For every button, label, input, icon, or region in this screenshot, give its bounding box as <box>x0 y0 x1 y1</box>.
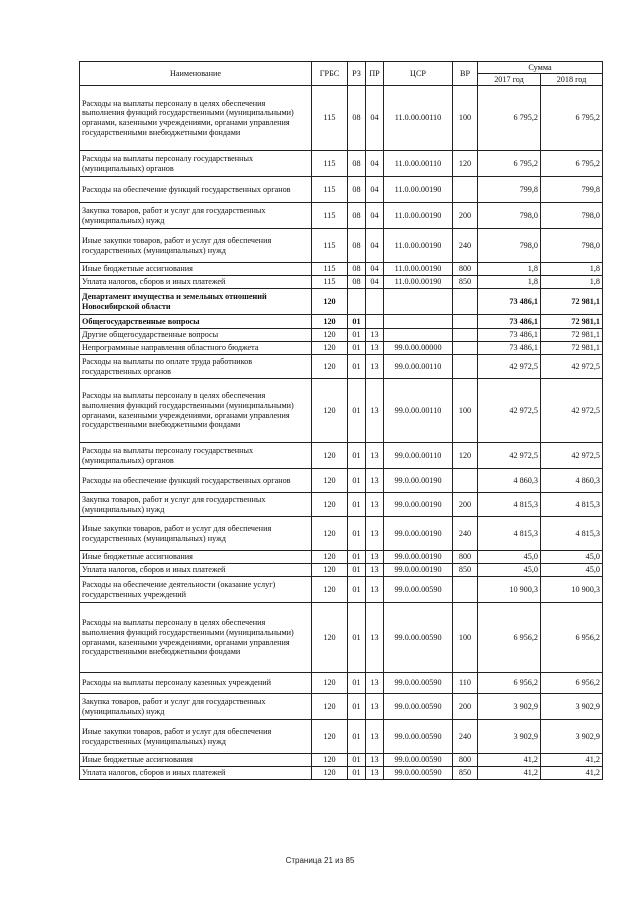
table-cell-2018: 72 981,1 <box>541 289 603 315</box>
table-row <box>80 342 603 355</box>
table-cell-2018: 42 972,5 <box>541 443 603 469</box>
table-cell-rz: 08 <box>348 86 366 151</box>
table-cell-csr: 99.0.00.00590 <box>384 603 453 673</box>
table-row <box>80 315 603 329</box>
table-cell-grbs: 120 <box>312 720 348 754</box>
table-cell-2017: 10 900,3 <box>478 577 541 603</box>
table-cell-rz: 01 <box>348 551 366 564</box>
table-cell-pr: 13 <box>366 493 384 517</box>
table-cell-vr: 800 <box>453 551 478 564</box>
table-cell-pr: 04 <box>366 177 384 203</box>
table-cell-csr: 99.0.00.00590 <box>384 720 453 754</box>
table-cell-2017: 73 486,1 <box>478 315 541 329</box>
table-cell-2018: 72 981,1 <box>541 315 603 329</box>
table-cell-csr: 99.0.00.00190 <box>384 493 453 517</box>
table-row <box>80 229 603 263</box>
table-cell-name: Иные бюджетные ассигнования <box>80 263 312 276</box>
table-cell-2018: 42 972,5 <box>541 379 603 443</box>
table-cell-2018: 3 902,9 <box>541 720 603 754</box>
table-row <box>80 551 603 564</box>
table-row <box>80 577 603 603</box>
table-cell-2017: 798,0 <box>478 229 541 263</box>
table-cell-grbs: 120 <box>312 673 348 694</box>
table-cell-vr: 800 <box>453 754 478 767</box>
table-row <box>80 329 603 342</box>
table-cell-rz: 01 <box>348 577 366 603</box>
table-cell-pr: 04 <box>366 263 384 276</box>
table-cell-csr: 99.0.00.00590 <box>384 577 453 603</box>
table-cell-pr <box>366 315 384 329</box>
table-cell-grbs: 120 <box>312 603 348 673</box>
table-cell-rz: 01 <box>348 355 366 379</box>
table-row <box>80 443 603 469</box>
table-cell-pr: 04 <box>366 229 384 263</box>
header-name: Наименование <box>80 62 312 86</box>
table-cell-grbs: 120 <box>312 443 348 469</box>
table-cell-2018: 10 900,3 <box>541 577 603 603</box>
table-cell-rz: 08 <box>348 276 366 289</box>
table-cell-2018: 6 795,2 <box>541 151 603 177</box>
table-cell-rz: 01 <box>348 329 366 342</box>
table-cell-2018: 45,0 <box>541 564 603 577</box>
table-cell-grbs: 115 <box>312 263 348 276</box>
table-cell-csr: 11.0.00.00190 <box>384 229 453 263</box>
table-cell-2018: 6 795,2 <box>541 86 603 151</box>
table-cell-name: Уплата налогов, сборов и иных платежей <box>80 767 312 780</box>
table-cell-2018: 4 815,3 <box>541 493 603 517</box>
table-cell-2017: 41,2 <box>478 754 541 767</box>
table-cell-name: Иные закупки товаров, работ и услуг для обеспечения государственных (муниципальных) нужд <box>80 517 312 551</box>
table-cell-csr: 99.0.00.00110 <box>384 379 453 443</box>
header-2017: 2017 год <box>478 74 541 86</box>
table-row <box>80 151 603 177</box>
table-cell-2017: 42 972,5 <box>478 355 541 379</box>
table-cell-name: Общегосударственные вопросы <box>80 315 312 329</box>
table-cell-pr: 13 <box>366 767 384 780</box>
table-cell-rz: 01 <box>348 564 366 577</box>
table-cell-2018: 1,8 <box>541 263 603 276</box>
table-row <box>80 276 603 289</box>
table-cell-2018: 72 981,1 <box>541 329 603 342</box>
table-cell-csr: 99.0.00.00110 <box>384 355 453 379</box>
table-cell-rz: 01 <box>348 673 366 694</box>
table-cell-2017: 73 486,1 <box>478 329 541 342</box>
header-vr: ВР <box>453 62 478 86</box>
table-cell-csr: 11.0.00.00190 <box>384 177 453 203</box>
table-cell-vr: 120 <box>453 443 478 469</box>
table-cell-name: Расходы на обеспечение функций государственных органов <box>80 177 312 203</box>
table-cell-name: Расходы на выплаты персоналу государственных (муниципальных) органов <box>80 443 312 469</box>
table-cell-grbs: 120 <box>312 754 348 767</box>
table-cell-vr: 200 <box>453 203 478 229</box>
table-cell-vr: 100 <box>453 379 478 443</box>
table-cell-2018: 1,8 <box>541 276 603 289</box>
table-row <box>80 493 603 517</box>
table-cell-rz: 08 <box>348 263 366 276</box>
table-cell-2018: 72 981,1 <box>541 342 603 355</box>
table-cell-2017: 6 795,2 <box>478 86 541 151</box>
table-cell-pr: 13 <box>366 564 384 577</box>
table-cell-2018: 45,0 <box>541 551 603 564</box>
table-cell-2017: 1,8 <box>478 263 541 276</box>
table-cell-2017: 798,0 <box>478 203 541 229</box>
table-cell-rz: 01 <box>348 767 366 780</box>
table-cell-2018: 798,0 <box>541 229 603 263</box>
table-cell-rz: 01 <box>348 342 366 355</box>
header-csr: ЦСР <box>384 62 453 86</box>
table-cell-vr <box>453 315 478 329</box>
table-cell-vr <box>453 342 478 355</box>
table-cell-rz: 01 <box>348 469 366 493</box>
table-cell-csr: 99.0.00.00590 <box>384 767 453 780</box>
table-cell-vr: 240 <box>453 517 478 551</box>
table-cell-vr: 800 <box>453 263 478 276</box>
table-cell-grbs: 120 <box>312 493 348 517</box>
table-cell-rz: 01 <box>348 754 366 767</box>
table-cell-vr: 100 <box>453 86 478 151</box>
table-cell-vr <box>453 289 478 315</box>
table-cell-grbs: 120 <box>312 564 348 577</box>
table-cell-name: Расходы на выплаты персоналу государственных (муниципальных) органов <box>80 151 312 177</box>
table-cell-name: Иные закупки товаров, работ и услуг для обеспечения государственных (муниципальных) нужд <box>80 720 312 754</box>
table-cell-grbs: 120 <box>312 329 348 342</box>
table-cell-name: Уплата налогов, сборов и иных платежей <box>80 276 312 289</box>
table-cell-grbs: 120 <box>312 342 348 355</box>
table-cell-rz <box>348 289 366 315</box>
table-cell-csr: 11.0.00.00190 <box>384 276 453 289</box>
table-row <box>80 720 603 754</box>
table-cell-pr: 04 <box>366 203 384 229</box>
table-cell-2017: 73 486,1 <box>478 289 541 315</box>
table-cell-pr: 13 <box>366 694 384 720</box>
table-cell-2018: 6 956,2 <box>541 673 603 694</box>
table-cell-pr: 13 <box>366 342 384 355</box>
table-cell-pr <box>366 289 384 315</box>
table-cell-rz: 01 <box>348 694 366 720</box>
table-cell-pr: 04 <box>366 86 384 151</box>
table-row <box>80 754 603 767</box>
table-cell-2017: 41,2 <box>478 767 541 780</box>
table-cell-2018: 798,0 <box>541 203 603 229</box>
table-cell-name: Департамент имущества и земельных отношений Новосибирской области <box>80 289 312 315</box>
table-cell-rz: 08 <box>348 177 366 203</box>
table-cell-rz: 01 <box>348 517 366 551</box>
table-cell-csr <box>384 315 453 329</box>
table-cell-pr: 13 <box>366 469 384 493</box>
table-cell-pr: 13 <box>366 603 384 673</box>
table-cell-grbs: 115 <box>312 276 348 289</box>
table-cell-pr: 13 <box>366 355 384 379</box>
table-row <box>80 517 603 551</box>
table-cell-2018: 799,8 <box>541 177 603 203</box>
table-cell-2017: 42 972,5 <box>478 443 541 469</box>
header-pr: ПР <box>366 62 384 86</box>
page-number: Страница 21 из 85 <box>285 856 355 865</box>
table-cell-2018: 41,2 <box>541 767 603 780</box>
table-cell-vr: 850 <box>453 767 478 780</box>
table-cell-2017: 73 486,1 <box>478 342 541 355</box>
table-cell-csr: 11.0.00.00110 <box>384 86 453 151</box>
table-cell-vr <box>453 355 478 379</box>
table-cell-pr: 04 <box>366 276 384 289</box>
table-cell-csr <box>384 289 453 315</box>
table-cell-2017: 6 956,2 <box>478 673 541 694</box>
table-cell-rz: 01 <box>348 379 366 443</box>
table-cell-name: Закупка товаров, работ и услуг для государственных (муниципальных) нужд <box>80 493 312 517</box>
table-row <box>80 355 603 379</box>
table-cell-grbs: 115 <box>312 203 348 229</box>
table-cell-2017: 42 972,5 <box>478 379 541 443</box>
table-cell-pr: 13 <box>366 329 384 342</box>
table-body <box>80 86 603 780</box>
table-row <box>80 564 603 577</box>
table-cell-name: Расходы на выплаты персоналу в целях обеспечения выполнения функций государственными (муниципальными) органами, казенными учреждениями, органами управления государственными внебюджетными фондами <box>80 603 312 673</box>
table-row <box>80 263 603 276</box>
table-cell-2017: 45,0 <box>478 564 541 577</box>
table-cell-vr <box>453 469 478 493</box>
table-cell-rz: 01 <box>348 603 366 673</box>
table-cell-vr: 200 <box>453 493 478 517</box>
table-cell-pr: 13 <box>366 720 384 754</box>
header-2018: 2018 год <box>541 74 603 86</box>
table-cell-name: Закупка товаров, работ и услуг для государственных (муниципальных) нужд <box>80 203 312 229</box>
budget-table <box>79 61 603 780</box>
table-cell-grbs: 115 <box>312 86 348 151</box>
table-cell-vr: 850 <box>453 276 478 289</box>
table-cell-2017: 4 860,3 <box>478 469 541 493</box>
table-cell-name: Расходы на выплаты персоналу в целях обеспечения выполнения функций государственными (муниципальными) органами, казенными учреждениями, органами управления государственными внебюджетными фондами <box>80 86 312 151</box>
table-cell-vr: 100 <box>453 603 478 673</box>
table-cell-grbs: 120 <box>312 577 348 603</box>
header-rz: РЗ <box>348 62 366 86</box>
table-cell-grbs: 120 <box>312 289 348 315</box>
table-cell-name: Расходы на выплаты персоналу казенных учреждений <box>80 673 312 694</box>
table-row <box>80 203 603 229</box>
table-row <box>80 694 603 720</box>
table-cell-grbs: 115 <box>312 177 348 203</box>
table-cell-name: Расходы на обеспечение функций государственных органов <box>80 469 312 493</box>
table-cell-grbs: 120 <box>312 551 348 564</box>
table-cell-name: Иные бюджетные ассигнования <box>80 754 312 767</box>
table-cell-csr: 11.0.00.00190 <box>384 263 453 276</box>
table-cell-2017: 1,8 <box>478 276 541 289</box>
table-cell-pr: 13 <box>366 517 384 551</box>
table-cell-name: Расходы на выплаты персоналу в целях обеспечения выполнения функций государственными (муниципальными) органами, казенными учреждениями, органами управления государственными внебюджетными фондами <box>80 379 312 443</box>
header-grbs: ГРБС <box>312 62 348 86</box>
table-cell-csr: 99.0.00.00110 <box>384 443 453 469</box>
table-cell-csr: 99.0.00.00590 <box>384 754 453 767</box>
table-cell-name: Уплата налогов, сборов и иных платежей <box>80 564 312 577</box>
table-cell-grbs: 120 <box>312 379 348 443</box>
table-cell-name: Иные бюджетные ассигнования <box>80 551 312 564</box>
header-sum: Сумма <box>478 62 603 74</box>
table-cell-2018: 41,2 <box>541 754 603 767</box>
table-cell-rz: 01 <box>348 720 366 754</box>
table-cell-vr <box>453 177 478 203</box>
table-cell-grbs: 120 <box>312 694 348 720</box>
table-cell-grbs: 120 <box>312 517 348 551</box>
table-cell-2017: 6 956,2 <box>478 603 541 673</box>
table-cell-csr: 11.0.00.00190 <box>384 203 453 229</box>
table-cell-csr: 99.0.00.00000 <box>384 342 453 355</box>
table-cell-vr: 120 <box>453 151 478 177</box>
table-row <box>80 603 603 673</box>
table-cell-vr: 240 <box>453 229 478 263</box>
table-cell-csr: 99.0.00.00190 <box>384 469 453 493</box>
table-cell-pr: 13 <box>366 443 384 469</box>
table-cell-2017: 4 815,3 <box>478 517 541 551</box>
table-cell-pr: 13 <box>366 673 384 694</box>
table-cell-2018: 4 860,3 <box>541 469 603 493</box>
table-cell-grbs: 120 <box>312 315 348 329</box>
table-row <box>80 673 603 694</box>
table-cell-name: Непрограммные направления областного бюджета <box>80 342 312 355</box>
table-cell-csr: 99.0.00.00590 <box>384 673 453 694</box>
table-cell-2018: 3 902,9 <box>541 694 603 720</box>
table-cell-name: Расходы на обеспечение деятельности (оказание услуг) государственных учреждений <box>80 577 312 603</box>
table-row <box>80 767 603 780</box>
table-row <box>80 177 603 203</box>
table-cell-pr: 04 <box>366 151 384 177</box>
table-cell-vr: 850 <box>453 564 478 577</box>
table-row <box>80 289 603 315</box>
table-cell-2017: 4 815,3 <box>478 493 541 517</box>
table-cell-name: Иные закупки товаров, работ и услуг для обеспечения государственных (муниципальных) нужд <box>80 229 312 263</box>
table-cell-vr <box>453 577 478 603</box>
table-cell-2017: 45,0 <box>478 551 541 564</box>
table-cell-pr: 13 <box>366 379 384 443</box>
table-cell-rz: 01 <box>348 443 366 469</box>
table-cell-grbs: 120 <box>312 355 348 379</box>
table-cell-pr: 13 <box>366 754 384 767</box>
table-cell-2017: 3 902,9 <box>478 694 541 720</box>
table-cell-rz: 08 <box>348 229 366 263</box>
table-cell-rz: 08 <box>348 151 366 177</box>
table-cell-2018: 42 972,5 <box>541 355 603 379</box>
table-cell-name: Другие общегосударственные вопросы <box>80 329 312 342</box>
table-cell-pr: 13 <box>366 577 384 603</box>
table-cell-2018: 4 815,3 <box>541 517 603 551</box>
table-cell-2017: 3 902,9 <box>478 720 541 754</box>
table-cell-csr: 99.0.00.00190 <box>384 517 453 551</box>
table-cell-grbs: 120 <box>312 469 348 493</box>
table-cell-csr: 99.0.00.00190 <box>384 564 453 577</box>
table-cell-csr: 99.0.00.00590 <box>384 694 453 720</box>
table-row <box>80 86 603 151</box>
table-cell-csr: 99.0.00.00190 <box>384 551 453 564</box>
table-cell-name: Закупка товаров, работ и услуг для государственных (муниципальных) нужд <box>80 694 312 720</box>
table-cell-name: Расходы на выплаты по оплате труда работников государственных органов <box>80 355 312 379</box>
table-cell-grbs: 115 <box>312 229 348 263</box>
table-cell-grbs: 115 <box>312 151 348 177</box>
table-cell-2017: 799,8 <box>478 177 541 203</box>
table-cell-vr <box>453 329 478 342</box>
table-cell-rz: 08 <box>348 203 366 229</box>
table-cell-rz: 01 <box>348 493 366 517</box>
table-row <box>80 469 603 493</box>
table-cell-vr: 240 <box>453 720 478 754</box>
table-cell-rz: 01 <box>348 315 366 329</box>
table-cell-2017: 6 795,2 <box>478 151 541 177</box>
table-cell-vr: 110 <box>453 673 478 694</box>
table-cell-2018: 6 956,2 <box>541 603 603 673</box>
table-cell-pr: 13 <box>366 551 384 564</box>
table-cell-grbs: 120 <box>312 767 348 780</box>
table-cell-vr: 200 <box>453 694 478 720</box>
table-cell-csr: 11.0.00.00110 <box>384 151 453 177</box>
table-cell-csr <box>384 329 453 342</box>
table-row <box>80 379 603 443</box>
